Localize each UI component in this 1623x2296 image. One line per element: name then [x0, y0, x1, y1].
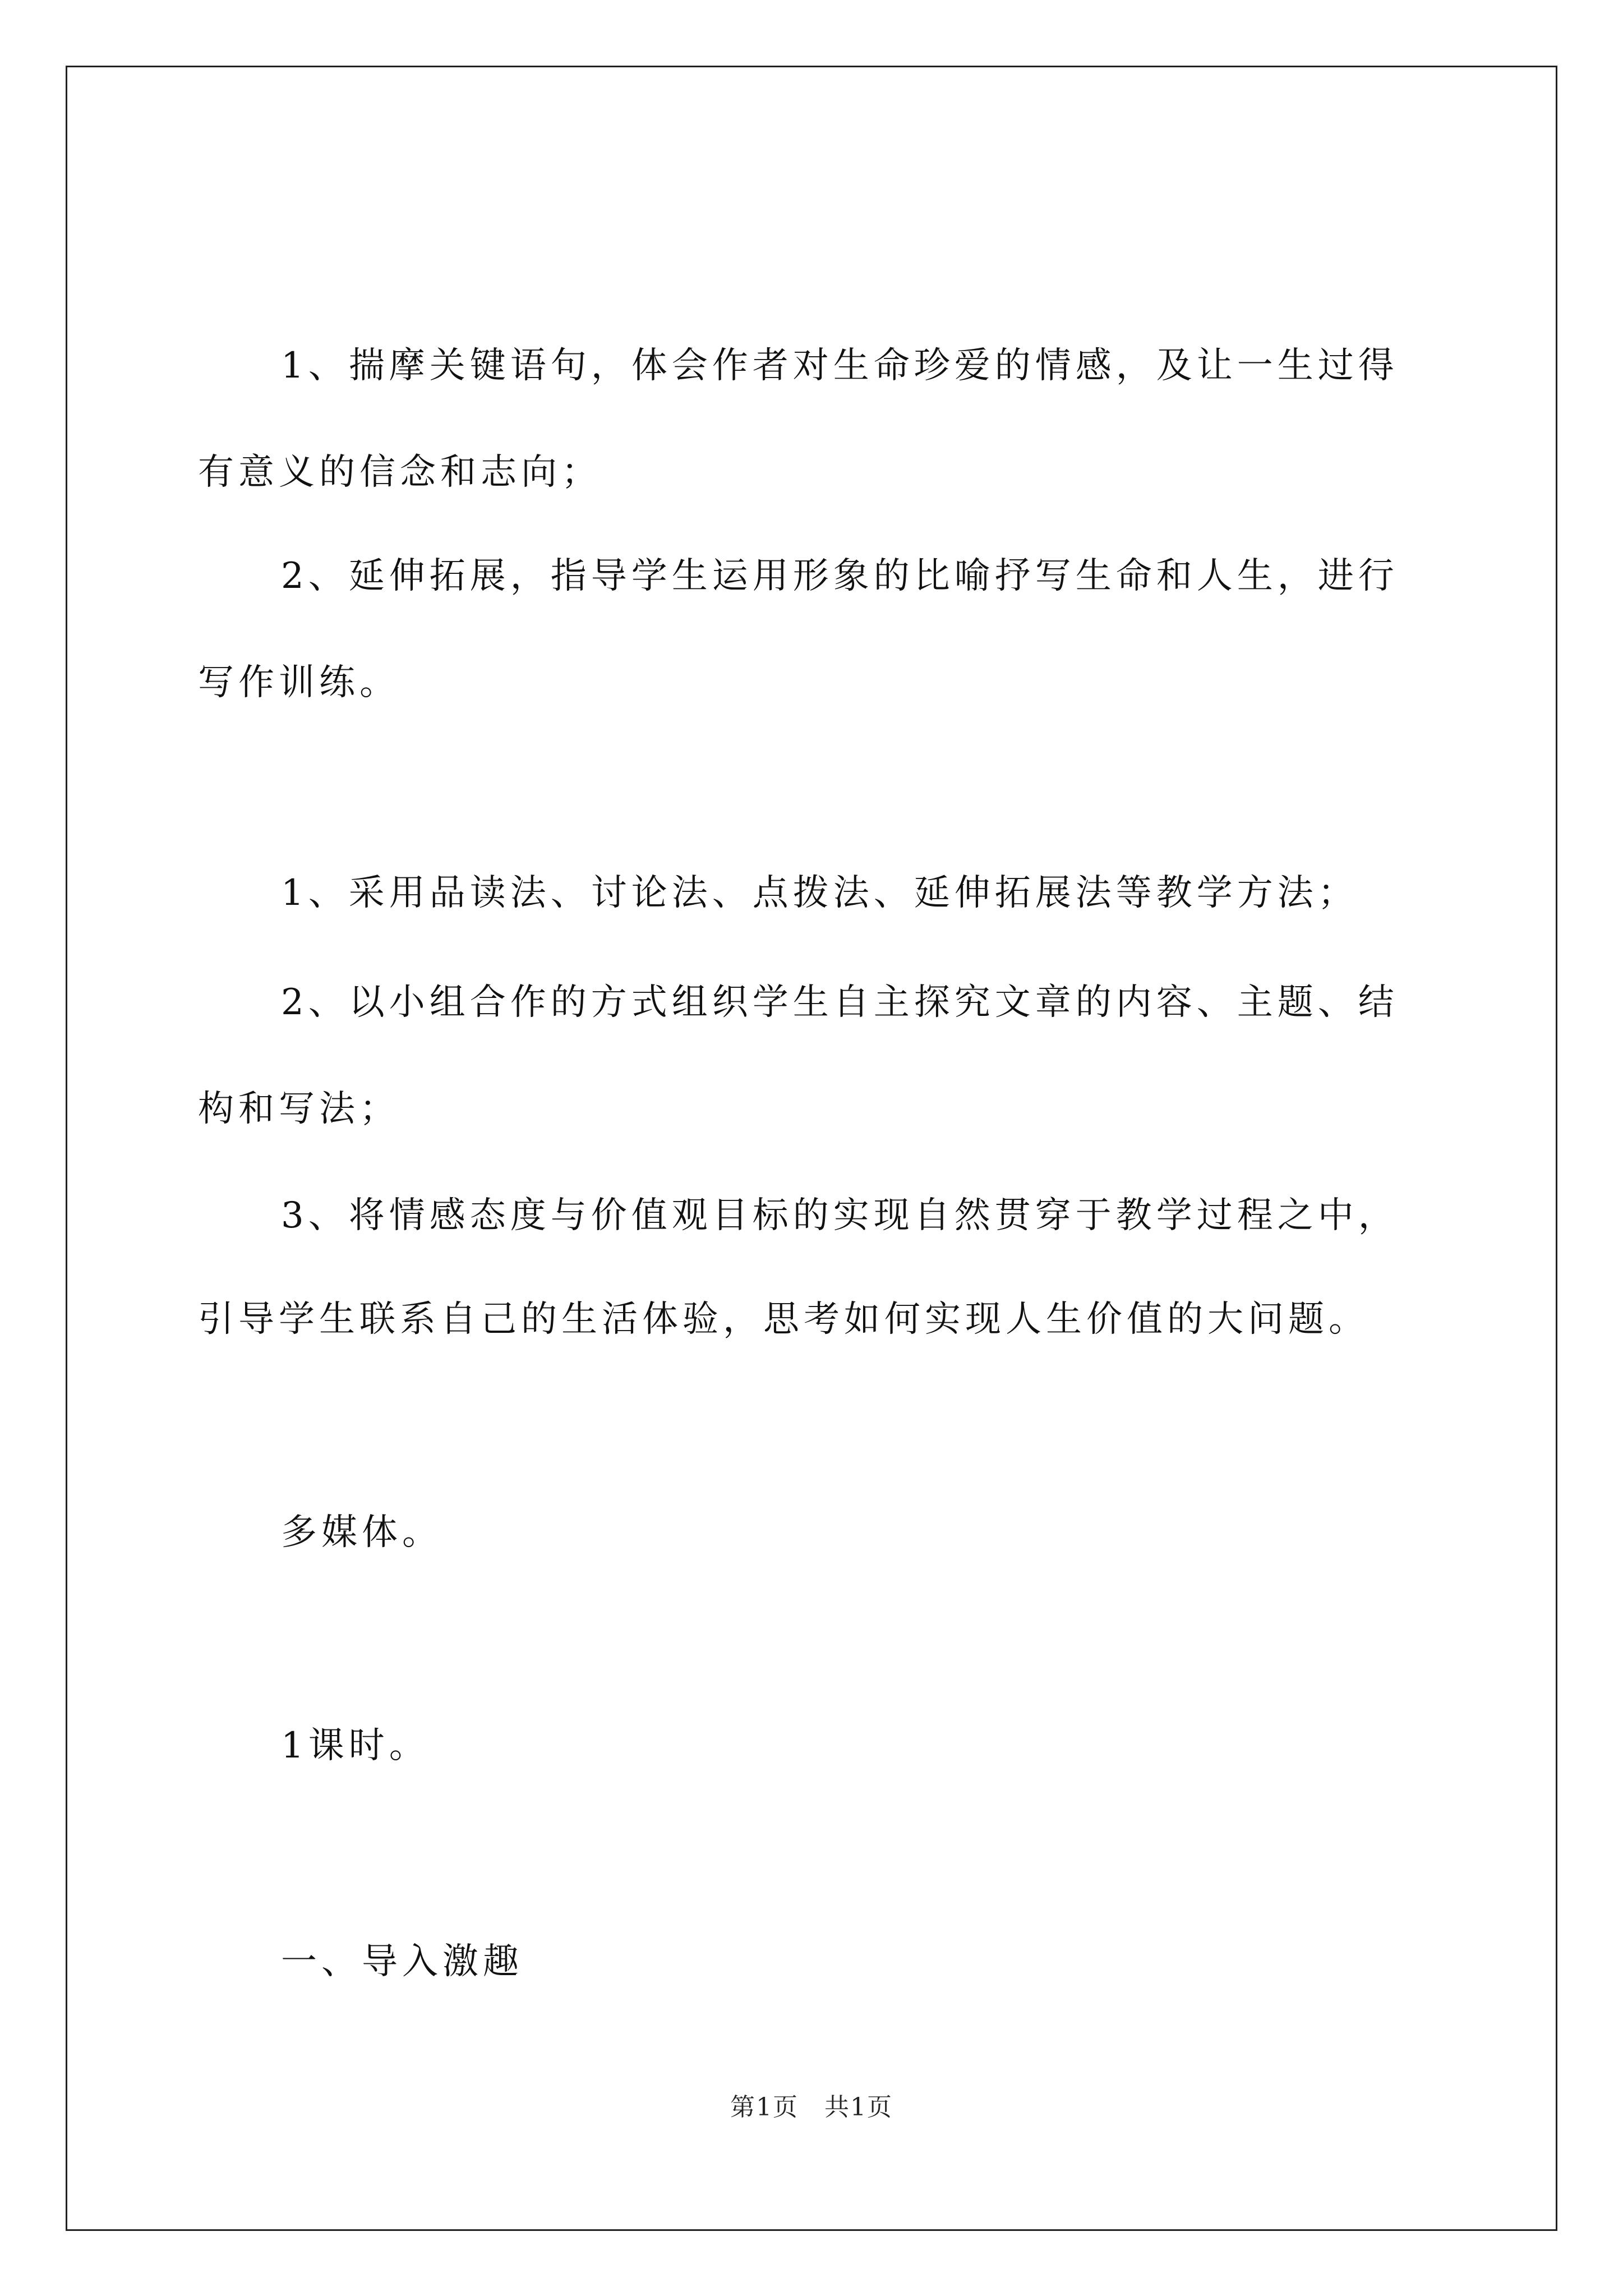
method-2-line-2: 构和写法； — [198, 1088, 400, 1130]
objective-1-line-1: 1、揣摩关键语句，体会作者对生命珍爱的情感，及让一生过得 — [281, 345, 1399, 386]
objective-2-line-2: 写作训练。 — [198, 662, 400, 703]
section-heading: 一、导入激趣 — [281, 1941, 523, 1982]
method-3-line-2: 引导学生联系自己的生活体验，思考如何实现人生价值的大问题。 — [198, 1299, 1369, 1340]
class-duration: 1课时。 — [281, 1725, 430, 1766]
objective-1-line-2: 有意义的信念和志向； — [198, 452, 602, 493]
method-2-line-1: 2、以小组合作的方式组织学生自主探究文章的内容、主题、结 — [281, 982, 1399, 1023]
page-footer: 第1页 共1页 — [730, 2093, 893, 2122]
objective-2-line-1: 2、延伸拓展，指导学生运用形象的比喻抒写生命和人生，进行 — [281, 555, 1399, 597]
page-border — [66, 66, 1557, 2231]
method-1: 1、采用品读法、讨论法、点拨法、延伸拓展法等教学方法； — [281, 872, 1358, 914]
method-3-line-1: 3、将情感态度与价值观目标的实现自然贯穿于教学过程之中， — [281, 1195, 1399, 1236]
teaching-tools: 多媒体。 — [281, 1512, 442, 1553]
